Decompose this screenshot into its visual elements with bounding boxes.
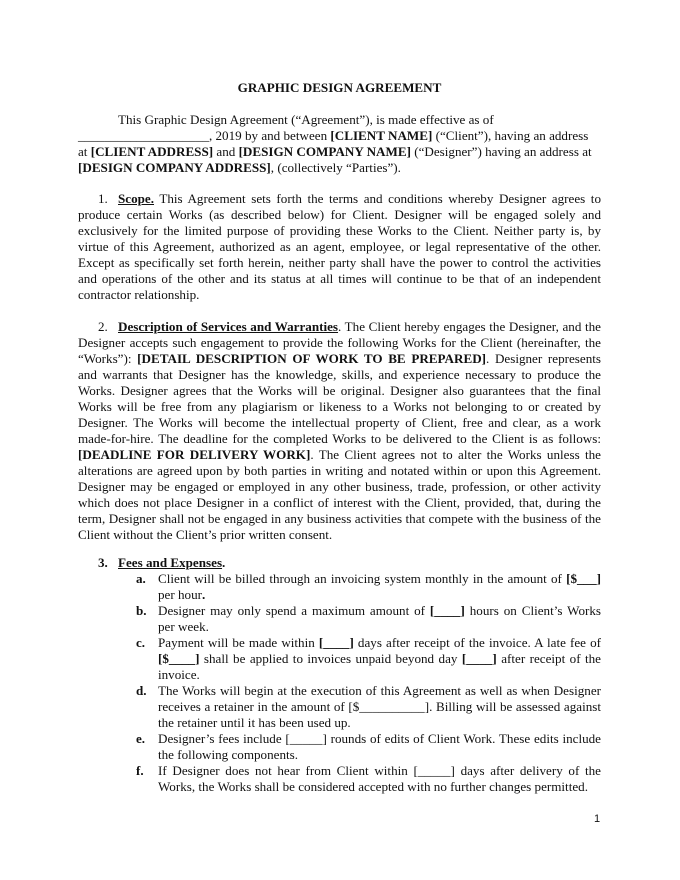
client-name-placeholder: [CLIENT NAME] [330, 128, 433, 143]
company-address-placeholder: [DESIGN COMPANY ADDRESS] [78, 160, 271, 175]
list-item-a: a. Client will be billed through an invoicing system monthly in the amount of [$___] per hour. [136, 571, 601, 602]
document-title: GRAPHIC DESIGN AGREEMENT [237, 80, 442, 95]
section-body: This Agreement sets forth the terms and conditions whereby Designer agrees to produce certain Works (as described below) for Client. Designer will be engaged solely and exclusively for the limited purpose of providing these Works to the Client. Neither party is, by virtue of this Agreement, authorized as an agent, employee, or legal representative of the other. Except as specifically set forth herein, neither party shall have the power to control the activities and operations of the other and its status at all times will continue to be that of an independent contractor relationship. [78, 191, 601, 302]
deadline-placeholder: [DEADLINE FOR DELIVERY WORK] [78, 447, 311, 462]
intro-paragraph: This Graphic Design Agreement (“Agreement”), is made effective as of ____________________, 2019 by and between [CLIENT NAME] (“Client”), having an address at [CLIENT ADDRESS] and [DESIGN COMPANY NAME] (“Designer”) having an address at [DESIGN COMPANY ADDRESS], (collectively “Parties”). [78, 112, 592, 175]
list-item-d: d. The Works will begin at the execution of this Agreement as well as when Designer receives a retainer in the amount of [$__________]. Billing will be assessed against the retainer until it has been used up. [136, 683, 601, 730]
max-hours-blank: [____] [429, 603, 465, 618]
section-heading: Fees and Expenses [118, 555, 223, 570]
section-number: 2. [98, 319, 108, 334]
list-item-b: b. Designer may only spend a maximum amount of [____] hours on Client’s Works per week. [136, 603, 601, 634]
intro-text: This Graphic Design Agreement (“Agreement”), is made effective as of [118, 112, 494, 127]
payment-days-blank: [____] [318, 635, 354, 650]
hourly-rate-blank: [$___] [566, 571, 601, 586]
section-heading: Scope. [118, 191, 155, 206]
section-scope [78, 191, 601, 303]
section-heading-row: 3. Fees and Expenses. [98, 555, 226, 570]
section-heading: Description of Services and Warranties [118, 319, 339, 334]
client-address-placeholder: [CLIENT ADDRESS] [90, 144, 214, 159]
section-fees-expenses [78, 555, 601, 795]
section-services-warranties: 2. Description of Services and Warranties. The Client hereby engages the Designer, and the Designer accepts such engagement to provide the following Works for the Client (hereinafter, the “Works”): [DETAIL DESCRIPTION OF WORK TO BE PREPARED]. Designer represents and warrants that Designer has the knowledge, skills, and experience necessary to produce the Works. Designer agrees that the Works will be original. Designer also guarantees that the final Works will be free from any plagiarism or likeness to a Works not belonging to or created by Designer. The Works will become the intellectual property of Client, free and clear, as a work made-for-hire. The deadline for the completed Works to be delivered to the Client is as follows: [DEADLINE FOR DELIVERY WORK]. The Client agrees not to alter the Works unless the alterations are agreed upon by both parties in writing and notated within or upon this Agreement. Designer may be engaged or employed in any other business, trade, profession, or other activity which does not place Designer in a conflict of interest with the Client, provided, that, during the term, Designer shall not be engaged in any business activities that compete with the business of the Client without the Client’s prior written consent. [78, 319, 601, 542]
list-item-c: c. Payment will be made within [____] days after receipt of the invoice. A late fee of [$____] shall be applied to invoices unpaid beyond day [____] after receipt of the invoice. [136, 635, 601, 682]
work-description-placeholder: [DETAIL DESCRIPTION OF WORK TO BE PREPARED] [137, 351, 487, 366]
section-number: 3. [98, 555, 108, 570]
section-number: 1. [98, 191, 108, 206]
late-fee-blank: [$____] [158, 651, 200, 666]
list-item-f: f. If Designer does not hear from Client within [_____] days after delivery of the Works, the Works shall be considered accepted with no further changes permitted. [136, 763, 601, 794]
unpaid-day-blank: [____] [461, 651, 497, 666]
list-item-e: e. Designer’s fees include [_____] rounds of edits of Client Work. These edits include the following components. [136, 731, 601, 762]
page-number: 1 [594, 813, 601, 825]
effective-date-blank: ____________________ [78, 128, 209, 143]
company-name-placeholder: [DESIGN COMPANY NAME] [238, 144, 411, 159]
